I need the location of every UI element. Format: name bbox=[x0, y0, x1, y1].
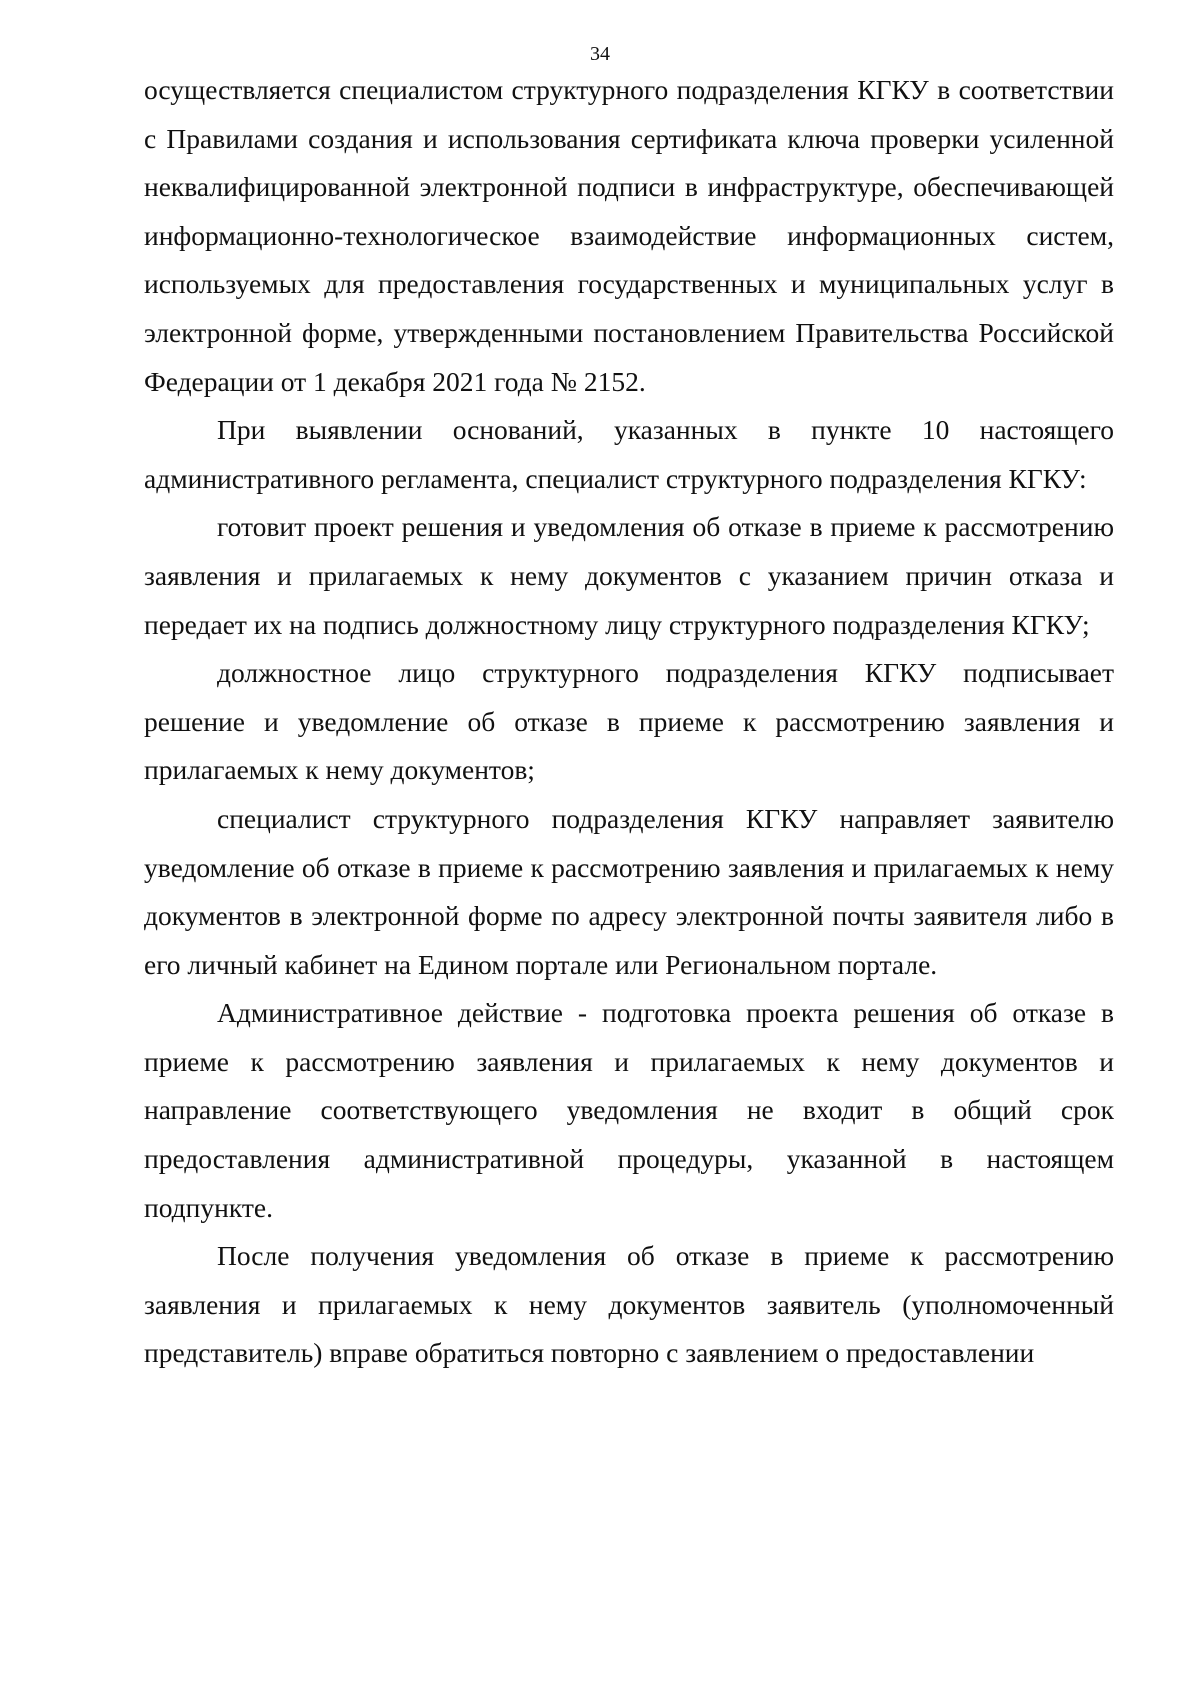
paragraph-7: После получения уведомления об отказе в приеме к рассмотрению заявления и прилагаемых к нему документов заявитель (уполномоченный представитель) вправе обратиться повторно с заявлением о предоставлении bbox=[144, 1240, 1114, 1369]
paragraph-4: должностное лицо структурного подразделения КГКУ подписывает решение и уведомление об отказе в приеме к рассмотрению заявления и прилагаемых к нему документов; bbox=[144, 657, 1114, 786]
document-body bbox=[144, 66, 1114, 1378]
paragraph-1: осуществляется специалистом структурного подразделения КГКУ в соответствии с Правилами создания и использования сертификата ключа проверки усиленной неквалифицированной электронной подписи в инфраструктуре, обеспечивающей информационно-технологическое взаимодействие информационных систем, используемых для предоставления государственных и муниципальных услуг в электронной форме, утвержденными постановлением Правительства Российской Федерации от 1 декабря 2021 года № 2152. bbox=[144, 74, 1114, 397]
paragraph-2: При выявлении оснований, указанных в пункте 10 настоящего административного регламента, специалист структурного подразделения КГКУ: bbox=[144, 414, 1114, 494]
paragraph-6: Административное действие - подготовка проекта решения об отказе в приеме к рассмотрению заявления и прилагаемых к нему документов и направление соответствующего уведомления не входит в общий срок предоставления административной процедуры, указанной в настоящем подпункте. bbox=[144, 997, 1114, 1223]
paragraph-5: специалист структурного подразделения КГКУ направляет заявителю уведомление об отказе в приеме к рассмотрению заявления и прилагаемых к нему документов в электронной форме по адресу электронной почты заявителя либо в его личный кабинет на Едином портале или Региональном портале. bbox=[144, 802, 1114, 980]
paragraph-3: готовит проект решения и уведомления об отказе в приеме к рассмотрению заявления и прилагаемых к нему документов с указанием причин отказа и передает их на подпись должностному лицу структурного подразделения КГКУ; bbox=[144, 511, 1114, 640]
page-number: 34 bbox=[590, 43, 610, 65]
